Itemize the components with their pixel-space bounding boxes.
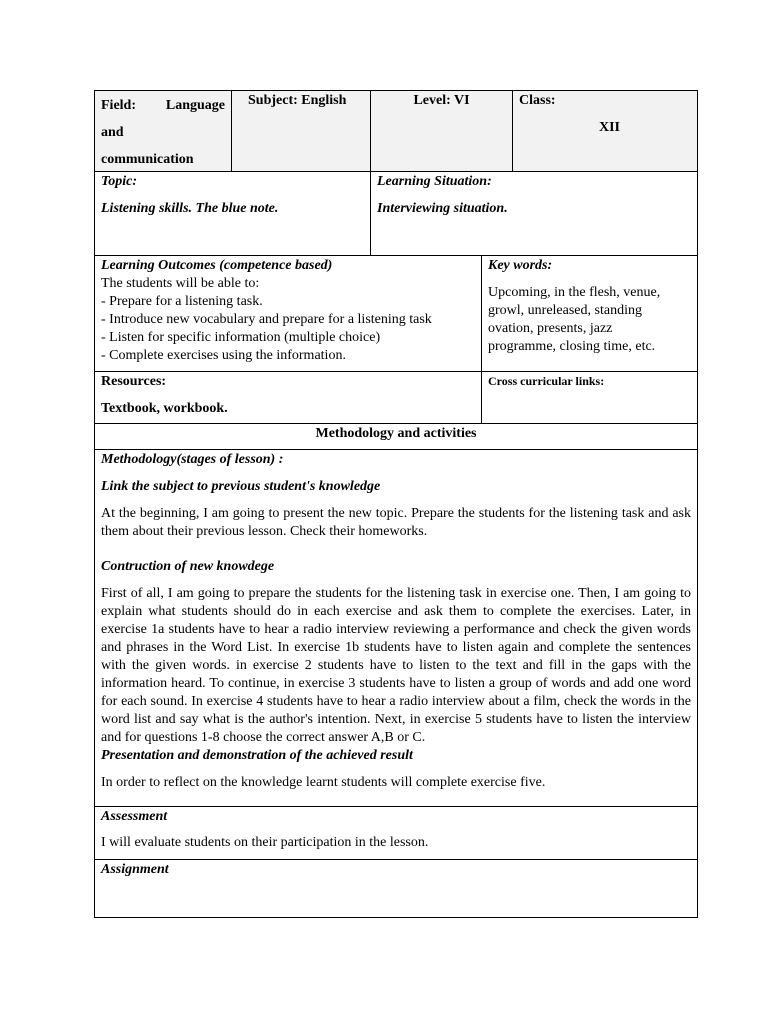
assessment-text: I will evaluate students on their participation in the lesson.	[101, 835, 429, 850]
methodology-title: Methodology and activities	[315, 426, 477, 441]
situation-value: Interviewing situation.	[377, 201, 508, 216]
subject-cell	[231, 91, 370, 171]
assignment-label: Assignment	[101, 862, 169, 877]
outcomes-label: Learning Outcomes (competence based)	[101, 258, 333, 273]
keywords-line: Upcoming, in the flesh, venue,	[488, 285, 661, 300]
resources-row	[94, 372, 698, 424]
level-cell	[370, 91, 512, 171]
situation-label: Learning Situation:	[377, 174, 492, 189]
field-value-line3: communication	[101, 152, 194, 167]
methodology-row	[94, 450, 698, 807]
subject-text: Subject: English	[248, 93, 347, 108]
keywords-label: Key words:	[488, 258, 553, 273]
class-value: XII	[599, 120, 621, 135]
outcome-item: - Introduce new vocabulary and prepare for a listening task	[101, 312, 432, 327]
class-label: Class:	[519, 93, 556, 108]
outcome-item: - Complete exercises using the information.	[101, 348, 346, 363]
topic-cell	[95, 172, 370, 255]
stages-label: Methodology(stages of lesson) :	[101, 452, 284, 467]
outcomes-cell	[95, 256, 481, 371]
link-text: At the beginning, I am going to present the new topic. Prepare the students for the listening task and ask them about their previous lesson. Check their homeworks.	[101, 506, 691, 539]
situation-cell	[370, 172, 699, 255]
keywords-line: growl, unreleased, standing	[488, 303, 642, 318]
presentation-heading: Presentation and demonstration of the achieved result	[101, 748, 413, 763]
outcome-item: - Prepare for a listening task.	[101, 294, 263, 309]
methodology-title-row	[94, 424, 698, 450]
keywords-line: programme, closing time, etc.	[488, 339, 656, 354]
cross-label: Cross curricular links:	[488, 374, 605, 388]
presentation-text: In order to reflect on the knowledge learnt students will complete exercise five.	[101, 775, 546, 790]
field-value-line2: and	[101, 125, 124, 140]
keywords-line: ovation, presents, jazz	[488, 321, 613, 336]
outcomes-row	[94, 256, 698, 372]
construction-heading: Contruction of new knowdege	[101, 559, 275, 574]
topic-row	[94, 172, 698, 256]
link-heading: Link the subject to previous student's knowledge	[101, 479, 381, 494]
topic-label: Topic:	[101, 174, 138, 189]
level-text: Level: VI	[413, 93, 470, 108]
field-cell	[95, 91, 231, 171]
outcome-item: - Listen for specific information (multiple choice)	[101, 330, 381, 345]
resources-cell	[95, 372, 481, 423]
topic-value: Listening skills. The blue note.	[101, 201, 279, 216]
assessment-label: Assessment	[101, 809, 168, 824]
field-value: Language	[165, 98, 225, 113]
class-cell	[512, 91, 699, 171]
cross-cell	[481, 372, 699, 423]
resources-value: Textbook, workbook.	[101, 401, 228, 416]
assessment-row	[94, 807, 698, 860]
outcomes-intro: The students will be able to:	[101, 276, 260, 291]
resources-label: Resources:	[101, 374, 167, 389]
field-label: Field:	[101, 98, 136, 113]
construction-text: First of all, I am going to prepare the students for the listening task in exercise one. Then, I am going to explain what students should do in each exercise and ask them to complete the exercises. Later, in exercise 1a students have to hear a radio interview reviewing a performance and check the given words and phrases in the Word List. In exercise 1b students have to listen again and complete the sentences with the given words. in exercise 2 students have to listen to the text and fill in the gaps with the information heard. To continue, in exercise 3 students have to listen a group of words and add one word for each sound. In exercise 4 students have to hear a radio interview about a film, check the words in the word list and say what is the author's intention. Next, in exercise 5 students have to listen the interview and for questions 1-8 choose the correct answer A,B or C.	[101, 586, 691, 745]
assignment-row	[94, 860, 698, 918]
header-row	[94, 90, 698, 172]
keywords-cell	[481, 256, 699, 371]
